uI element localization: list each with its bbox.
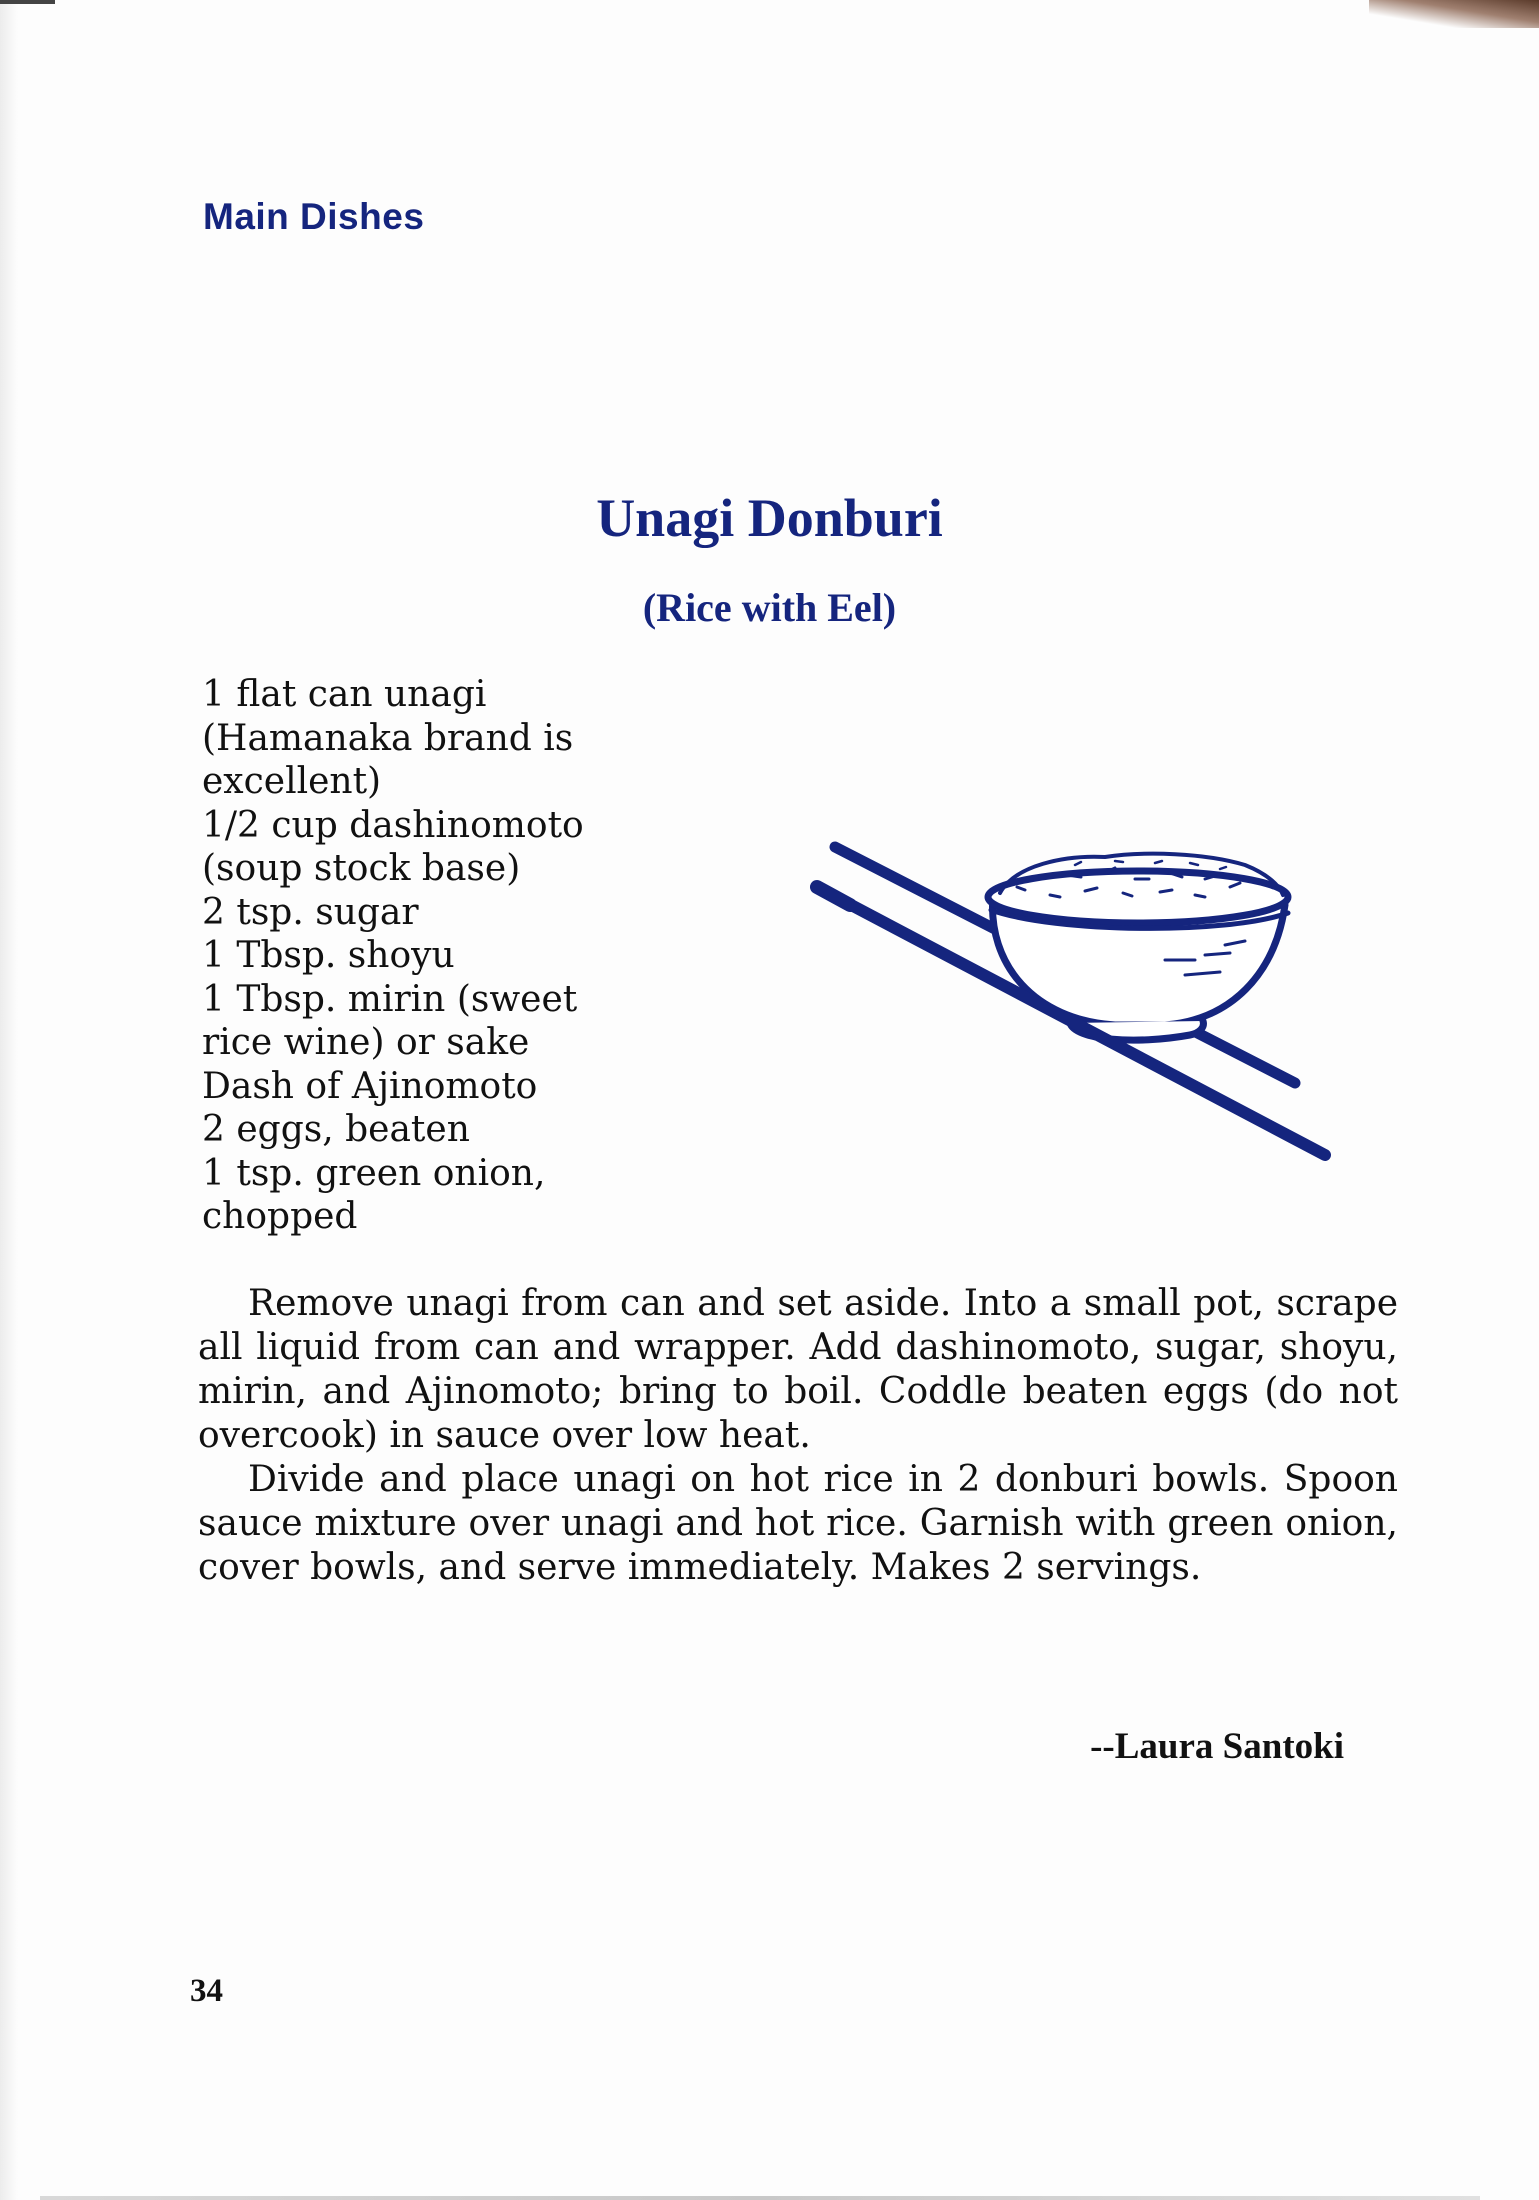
ingredient-line: chopped <box>202 1196 358 1237</box>
ingredient-line: (soup stock base) <box>202 848 521 889</box>
ingredient-line: rice wine) or sake <box>202 1022 530 1063</box>
ingredient-item <box>202 1065 584 1109</box>
ingredient-line: Dash of Ajinomoto <box>202 1065 538 1107</box>
ingredient-line: 1/2 cup dashinomoto <box>202 804 584 846</box>
ingredient-line: 1 tsp. green onion, <box>202 1152 546 1194</box>
recipe-subtitle: (Rice with Eel) <box>642 585 897 630</box>
ingredient-item <box>202 891 584 935</box>
ingredient-line: excellent) <box>202 761 382 802</box>
page-corner-shadow <box>1369 0 1539 28</box>
instruction-paragraph: Remove unagi from can and set aside. Into a small pot, scrape all liquid from can and wrapper. Add dashinomoto, sugar, shoyu, mirin, and Ajinomoto; bring to boil. Coddle beaten eggs (do not overcook) in sauce over low heat. <box>198 1283 1398 1456</box>
recipe-author: --Laura Santoki <box>1090 1726 1344 1767</box>
page-number: 34 <box>190 1973 223 2009</box>
ingredient-line: 1 Tbsp. shoyu <box>202 935 455 976</box>
ingredient-item <box>202 978 584 1065</box>
instructions <box>198 1282 1398 1590</box>
recipe-title: Unagi Donburi <box>596 488 943 548</box>
ingredient-line: 2 eggs, beaten <box>202 1109 470 1150</box>
ingredient-item <box>202 673 584 804</box>
ingredient-list <box>202 673 584 1239</box>
ingredient-item <box>202 804 584 891</box>
page-edge-shadow <box>0 0 18 2200</box>
rice-bowl-with-chopsticks-icon <box>805 835 1340 1170</box>
ingredient-line: 1 Tbsp. mirin (sweet <box>202 978 578 1020</box>
ingredient-item <box>202 1108 584 1152</box>
page-top-edge <box>0 0 55 4</box>
ingredient-line: (Hamanaka brand is <box>202 717 574 759</box>
ingredient-line: 1 flat can unagi <box>202 674 487 715</box>
ingredient-item <box>202 934 584 978</box>
section-header: Main Dishes <box>203 196 425 237</box>
ingredient-item <box>202 1152 584 1239</box>
page-bottom-edge <box>40 2196 1480 2200</box>
instruction-paragraph: Divide and place unagi on hot rice in 2 donburi bowls. Spoon sauce mixture over unagi and hot rice. Garnish with green onion, cover bowls, and serve immediately. Makes 2 servings. <box>198 1459 1398 1588</box>
ingredient-line: 2 tsp. sugar <box>202 891 419 933</box>
